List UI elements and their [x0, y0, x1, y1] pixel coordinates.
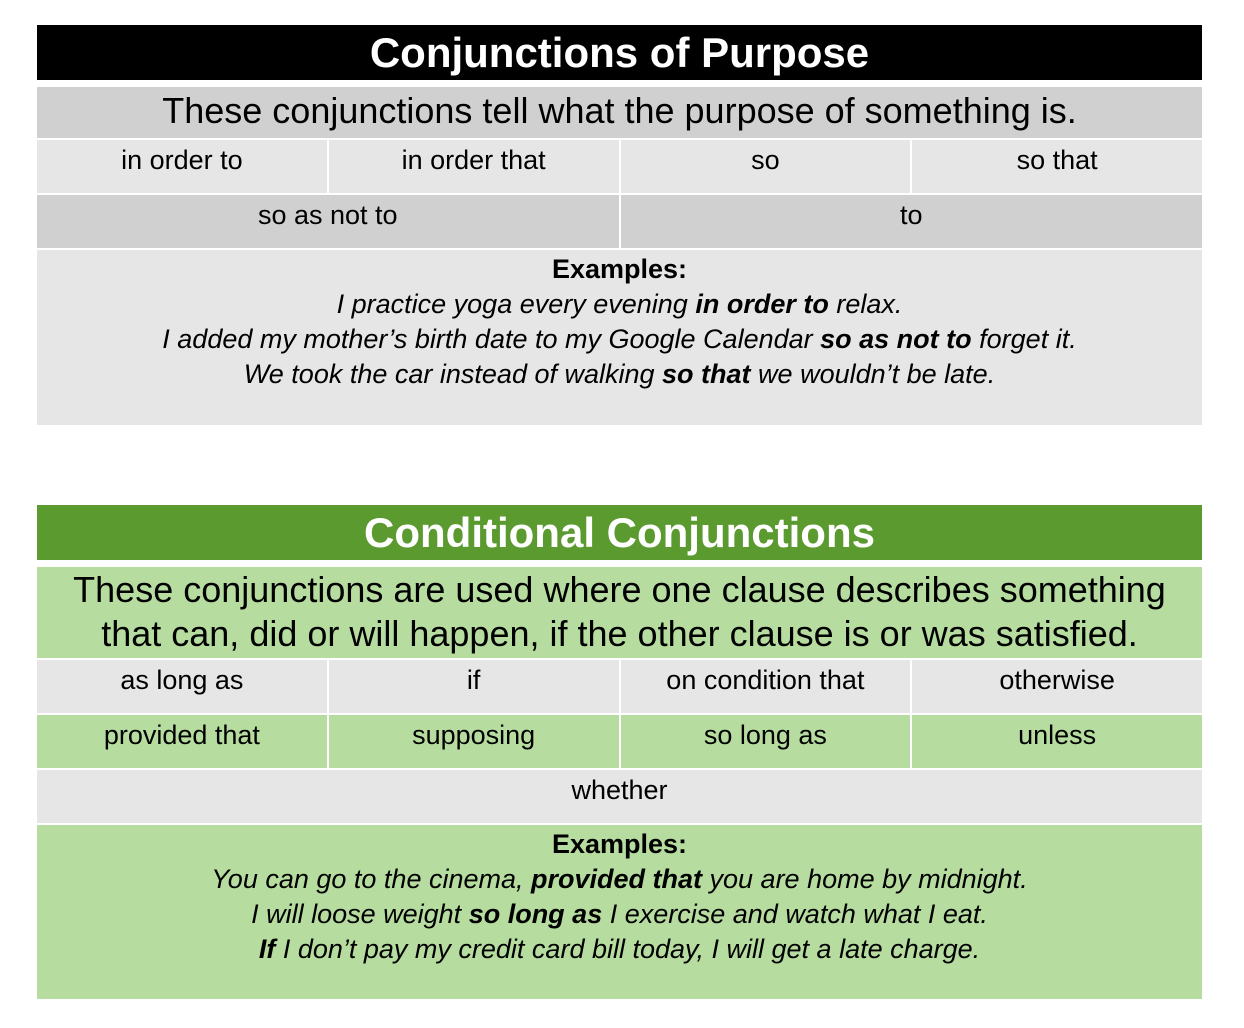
purpose-intro: These conjunctions tell what the purpose of something is. [37, 87, 1202, 138]
conditional-row-2 [37, 713, 1202, 768]
example-text: I exercise and watch what I eat. [602, 899, 988, 929]
example-text: I don’t pay my credit card bill today, I will get a late charge. [275, 934, 981, 964]
purpose-section [37, 25, 1202, 425]
purpose-cell-so-as-not-to: so as not to [257, 200, 398, 230]
purpose-cell-in-order-to: in order to [121, 145, 243, 175]
example-keyword: so as not to [820, 324, 972, 354]
example-text: forget it. [971, 324, 1077, 354]
purpose-cell-so: so [619, 140, 911, 193]
conditional-examples-label: Examples: [551, 829, 688, 859]
conditional-intro [37, 567, 1202, 658]
purpose-title: Conjunctions of Purpose [37, 25, 1202, 80]
conditional-cell-otherwise: otherwise [910, 660, 1202, 713]
conditional-cell-unless: unless [910, 715, 1202, 768]
conditional-example-2 [37, 897, 1202, 932]
example-keyword: so long as [468, 899, 603, 929]
conditional-cell-on-condition-that: on condition that [619, 660, 911, 713]
example-keyword: in order to [695, 289, 829, 319]
conditional-example-3 [37, 932, 1202, 967]
conditional-examples [37, 823, 1202, 999]
example-keyword: If [258, 934, 276, 964]
conditional-cell-so-long-as: so long as [619, 715, 911, 768]
conditional-row-1 [37, 658, 1202, 713]
example-text: I will loose weight [251, 899, 469, 929]
example-text: relax. [828, 289, 903, 319]
purpose-cell-in-order-that: in order that [327, 140, 619, 193]
conditional-intro-line-2: that can, did or will happen, if the other clause is or was satisfied. [101, 613, 1138, 654]
example-text: we wouldn’t be late. [750, 359, 996, 389]
example-text: You can go to the cinema, [211, 864, 531, 894]
purpose-example-2 [37, 322, 1202, 357]
conditional-cell-provided-that: provided that [103, 720, 260, 750]
purpose-example-3 [37, 357, 1202, 392]
conditional-cell-if: if [327, 660, 619, 713]
conditional-title: Conditional Conjunctions [37, 505, 1202, 560]
conditional-cell-whether: whether [571, 775, 668, 805]
conditional-row-3 [37, 768, 1202, 823]
conditional-cell-as-long-as: as long as [120, 665, 244, 695]
purpose-row-1 [37, 138, 1202, 193]
conditional-example-1 [37, 862, 1202, 897]
conditional-intro-line-1: These conjunctions are used where one clause describes something [73, 569, 1166, 610]
example-keyword: provided that [531, 864, 703, 894]
purpose-examples [37, 248, 1202, 425]
purpose-row-2 [37, 193, 1202, 248]
purpose-examples-label: Examples: [551, 254, 688, 284]
example-text: I added my mother’s birth date to my Google Calendar [162, 324, 821, 354]
example-text: We took the car instead of walking [243, 359, 663, 389]
example-keyword: so that [662, 359, 751, 389]
example-text: I practice yoga every evening [336, 289, 696, 319]
purpose-cell-so-that: so that [910, 140, 1202, 193]
example-text: you are home by midnight. [702, 864, 1028, 894]
purpose-example-1 [37, 287, 1202, 322]
conditional-section [37, 505, 1202, 999]
purpose-cell-to: to [619, 195, 1203, 248]
conditional-cell-supposing: supposing [327, 715, 619, 768]
